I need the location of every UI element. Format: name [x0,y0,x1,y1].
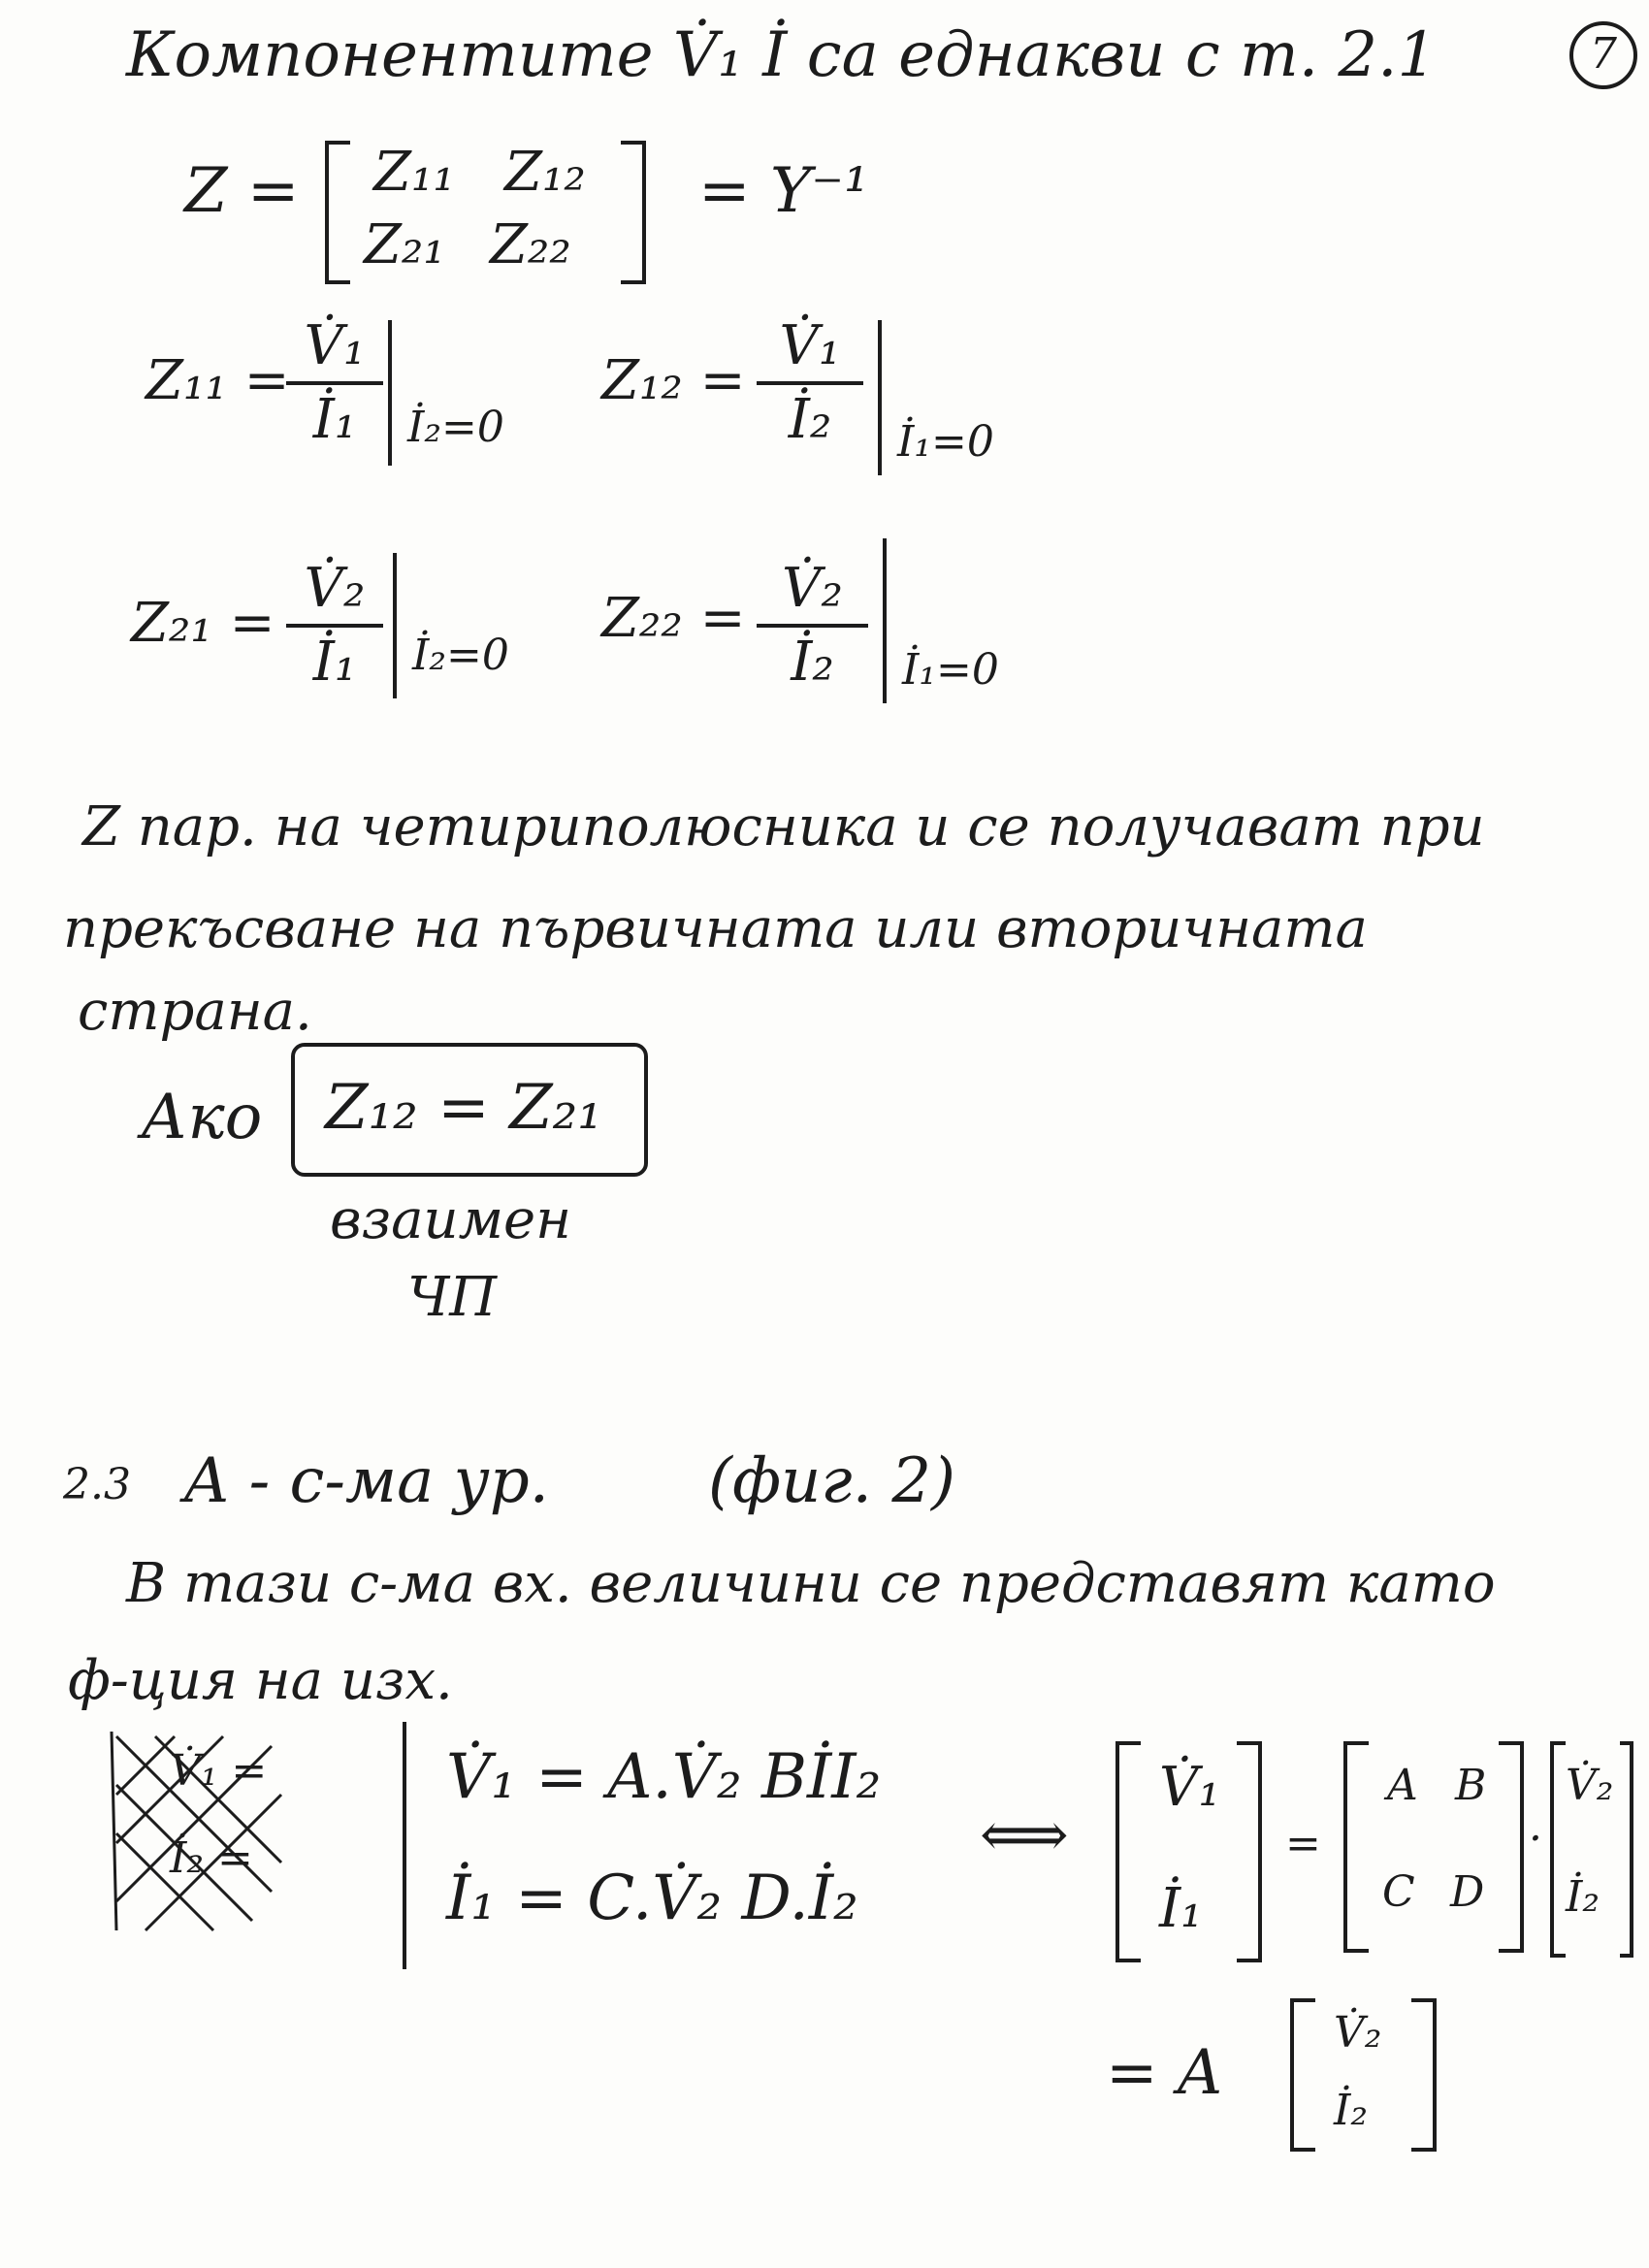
z11-eval-bar [388,320,392,466]
coef-matrix-c: C [1382,1867,1415,1917]
input-vector-bottom: İ₁ [1159,1877,1203,1940]
z-matrix-z21: Z₂₁ [364,213,445,276]
coef-matrix-b: B [1455,1761,1487,1810]
input-vector-left-bracket [1116,1741,1141,1962]
reciprocal-note-line1: взаимен [330,1188,572,1251]
system-equivalence: ⟺ [980,1799,1069,1871]
z22-numerator: V̇₂ [782,557,843,620]
z22-fraction-bar [757,624,868,628]
z-matrix-left-bracket [325,141,350,284]
z11-lhs: Z₁₁ = [146,349,290,412]
z22-condition: İ₁=0 [902,645,999,695]
output-vector-top: V̇₂ [1566,1761,1614,1810]
z21-fraction [286,558,383,694]
result-prefix: = A [1106,2037,1223,2109]
coef-matrix-d: D [1450,1867,1485,1917]
section-figure-ref: (фиг. 2) [708,1445,955,1517]
z11-fraction [286,315,383,451]
z21-fraction-bar [286,624,383,628]
z12-numerator: V̇₁ [779,314,841,377]
reciprocal-note-line2: ЧП [407,1266,498,1329]
z22-eval-bar [883,538,887,703]
reciprocal-equation: Z₁₂ = Z₂₁ [325,1072,602,1144]
z12-eval-bar [878,320,882,475]
z-matrix-z11: Z₁₁ [373,141,455,204]
section-number: 2.3 [63,1460,131,1509]
scratch-line1: V̇₁ = [170,1746,268,1796]
z22-lhs: Z₂₂ = [601,587,746,650]
result-bottom: İ₂ [1334,2086,1369,2135]
output-vector-right-bracket [1620,1741,1633,1958]
z22-fraction [757,558,868,694]
coef-matrix-right-bracket [1499,1741,1524,1953]
paragraph1-line2: прекъсване на първичната или вторичната [63,897,1368,960]
page-number: 7 [1569,21,1637,89]
z12-condition: İ₁=0 [897,417,994,467]
z12-denominator: İ₂ [788,388,832,451]
result-right-bracket [1411,1998,1437,2152]
z11-fraction-bar [286,381,383,385]
reciprocal-prefix: Ако [141,1082,263,1153]
scratch-line2: İ₂ = [170,1833,253,1883]
z-matrix-rhs: = Y⁻¹ [698,155,869,227]
z12-lhs: Z₁₂ = [601,349,746,412]
matrix-dot: · [1529,1814,1542,1863]
z-matrix-right-bracket [621,141,646,284]
header-text: Компонентите V̇₁ İ са еднакви с т. 2.1 [126,19,1438,91]
z-matrix-lhs: Z = [184,155,300,227]
section-title: A - с-ма ур. [184,1445,549,1517]
paragraph1-line3: страна. [78,980,312,1043]
z-matrix-z22: Z₂₂ [490,213,571,276]
z21-lhs: Z₂₁ = [131,592,275,655]
z11-condition: İ₂=0 [407,403,504,452]
result-left-bracket [1290,1998,1315,2152]
input-vector-right-bracket [1237,1741,1262,1962]
z11-numerator: V̇₁ [304,314,366,377]
paragraph2-line2: ф-ция на изх. [68,1649,453,1712]
z12-fraction-bar [757,381,863,385]
z21-denominator: İ₁ [312,631,357,694]
z-matrix-z12: Z₁₂ [504,141,586,204]
z21-numerator: V̇₂ [304,557,366,620]
system-eq1: V̇₁ = A.V̇₂ BİI₂ [446,1741,882,1813]
system-brace [403,1722,406,1969]
matrix-eq-sign: = [1285,1819,1321,1868]
paragraph2-line1: В тази с-ма вх. величини се представят като [126,1552,1496,1615]
result-top: V̇₂ [1334,2008,1382,2057]
z12-fraction [757,315,863,451]
coef-matrix-left-bracket [1343,1741,1369,1953]
z11-denominator: İ₁ [312,388,357,451]
z21-condition: İ₂=0 [412,631,509,680]
paragraph1-line1: Z пар. на четириполюсника и се получават при [82,795,1485,859]
output-vector-left-bracket [1550,1741,1566,1958]
output-vector-bottom: İ₂ [1566,1872,1600,1922]
z22-denominator: İ₂ [791,631,834,694]
coef-matrix-a: A [1387,1761,1418,1810]
input-vector-top: V̇₁ [1159,1756,1220,1819]
system-eq2: İ₁ = C.V̇₂ D.İ₂ [446,1863,858,1934]
z21-eval-bar [393,553,397,698]
scratch-crosshatch [97,1727,291,1950]
